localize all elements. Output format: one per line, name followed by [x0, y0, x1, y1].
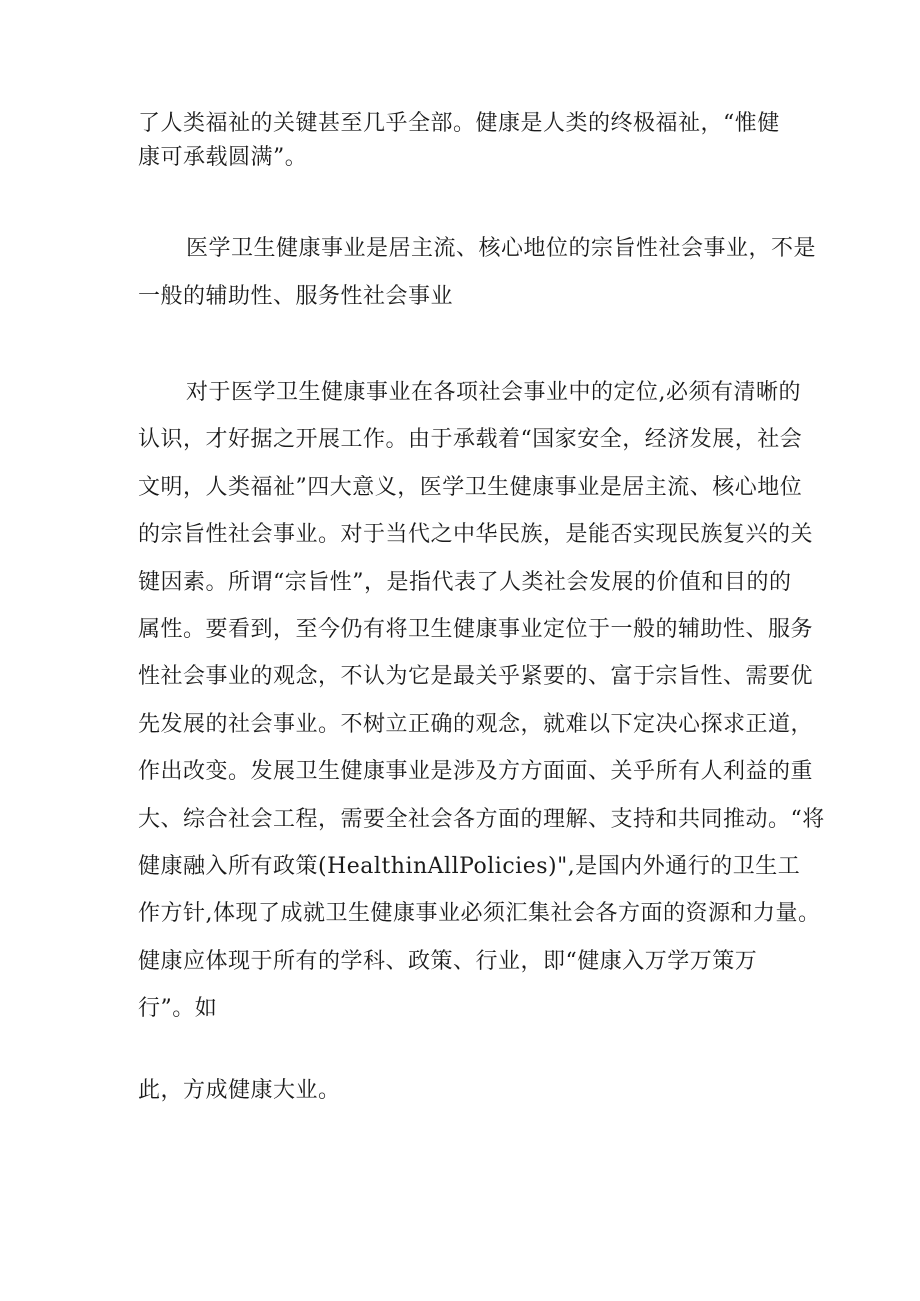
- text-line: 了人类福祉的关键甚至几乎全部。健康是人类的终极福祉，“惟健: [138, 111, 780, 136]
- text-line: 医学卫生健康事业是居主流、核心地位的宗旨性社会事业，不是: [186, 236, 817, 261]
- text-line: 此，方成健康大业。: [138, 1078, 341, 1103]
- text-line: 先发展的社会事业。不树立正确的观念，就难以下定决心探求正道，: [138, 711, 814, 737]
- paragraph-3: [138, 369, 825, 1032]
- text-line: 一般的辅助性、服务性社会事业: [138, 284, 454, 309]
- text-line: 作出改变。发展卫生健康事业是涉及方方面面、关乎所有人利益的重: [138, 759, 814, 785]
- text-line: 属性。要看到，至今仍有将卫生健康事业定位于一般的辅助性、服务: [138, 616, 814, 642]
- text-line: 行”。如: [138, 996, 218, 1022]
- text-line: 的宗旨性社会事业。对于当代之中华民族，是能否实现民族复兴的关: [138, 522, 814, 548]
- text-line: 大、综合社会工程，需要全社会各方面的理解、支持和共同推动。“将: [138, 806, 825, 832]
- paragraph-1: [138, 107, 788, 175]
- text-line: 文明，人类福祉”四大意义，医学卫生健康事业是居主流、核心地位: [138, 474, 803, 500]
- text-line: 键因素。所谓“宗旨性”，是指代表了人类社会发展的价值和目的的: [138, 569, 792, 595]
- section-heading: [138, 225, 817, 321]
- text-line: 认识，才好据之开展工作。由于承载着“国家安全，经济发展，社会: [138, 427, 803, 453]
- text-line: 对于医学卫生健康事业在各项社会事业中的定位,必须有清晰的: [186, 380, 801, 405]
- text-line: 作方针,体现了成就卫生健康事业必须汇集社会各方面的资源和力量。: [138, 901, 821, 927]
- text-line: 健康应体现于所有的学科、政策、行业，即“健康入万学万策万: [138, 948, 758, 974]
- text-line: 性社会事业的观念，不认为它是最关乎紧要的、富于宗旨性、需要优: [138, 664, 814, 690]
- text-line: 健康融入所有政策(HealthinAllPolicies)",是国内外通行的卫生工: [138, 853, 801, 879]
- text-line: 康可承载圆满”。: [138, 145, 308, 170]
- paragraph-4: [138, 1074, 788, 1108]
